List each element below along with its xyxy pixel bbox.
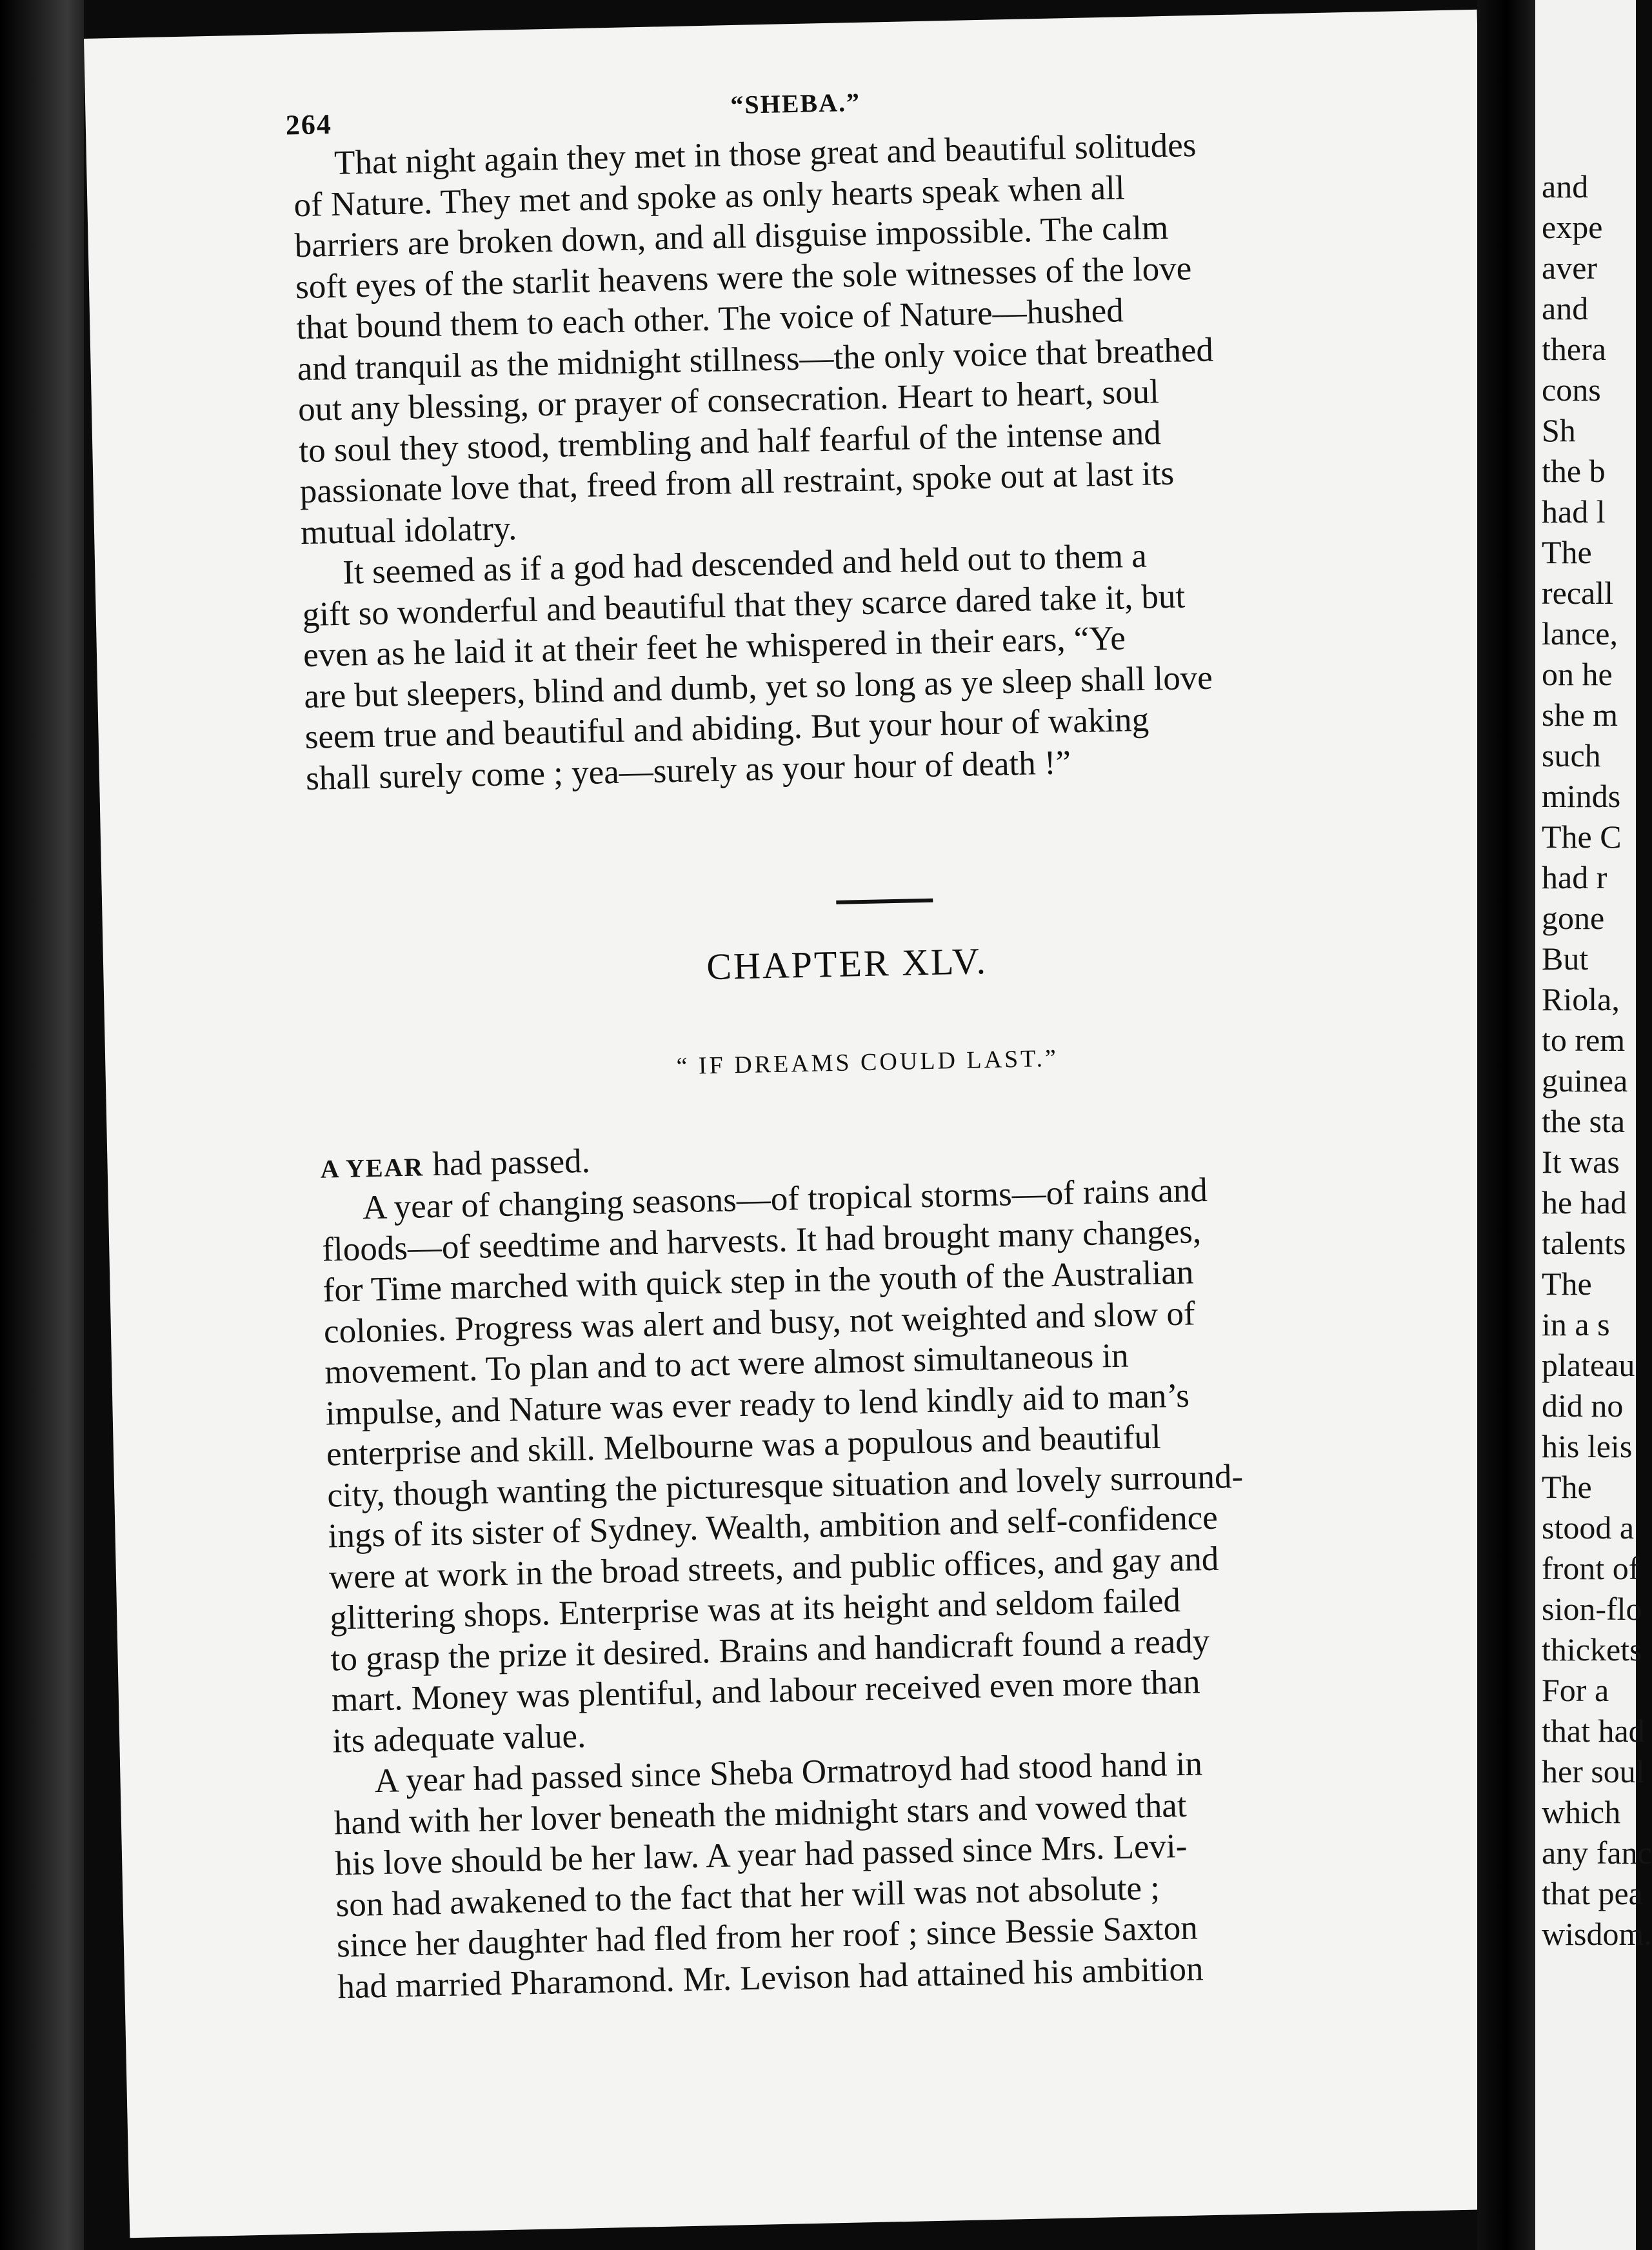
text-line: son had awakened to the fact that her will was not absolute ; [335,1869,1160,1924]
running-head: “SHEBA.” [730,87,861,120]
text-line: had r [1542,859,1607,895]
text-line: mutual idolatry. [300,509,517,552]
text-line: seem true and beautiful and abiding. But your hour of waking [304,701,1149,757]
text-line: he had [1542,1184,1627,1220]
text-line: aver [1542,250,1598,286]
text-line: that bound them to each other. The voice of Nature—hushed [295,292,1124,347]
top-paragraphs [292,125,1222,800]
opening-line [320,1141,590,1188]
text-line: hand with her lover beneath the midnight stars and vowed that [333,1786,1188,1842]
text-line: expe [1542,209,1603,245]
text-line: sion-flo [1542,1591,1642,1627]
text-line: passionate love that, freed from all restraint, spoke out at last its [299,454,1175,511]
text-line: were at work in the broad streets, and public offices, and gay and [328,1540,1219,1597]
text-line: It seemed as if a god had descended and held out to them a [342,537,1148,592]
bottom-paragraphs [321,1170,1253,2007]
right-page-fragments [1542,166,1652,1955]
text-line: the sta [1542,1103,1626,1139]
text-line: any fanc [1542,1835,1652,1871]
text-line: The [1542,534,1592,570]
text-line: gift so wonderful and beautiful that they scarce dared take it, but [302,577,1186,633]
text-line: But [1542,941,1589,977]
text-line: A year had passed since Sheba Ormatroyd had stood hand in [374,1745,1203,1800]
book-edge-left [0,0,84,2250]
text-line: city, though wanting the picturesque situation and lovely surround- [326,1457,1244,1515]
text-line: cons [1542,372,1601,408]
text-line: the b [1542,453,1606,489]
book-gutter [1477,0,1535,2250]
text-line: It was [1542,1144,1620,1180]
text-line: even as he laid it at their feet he whispered in their ears, “Ye [303,619,1126,675]
text-line: guinea [1542,1062,1628,1099]
text-line: his love should be her law. A year had passed since Mrs. Levi- [334,1827,1188,1883]
chapter-subtitle: “ IF DREAMS COULD LAST.” [676,1044,1059,1080]
text-line: are but sleepers, blind and dumb, yet so long as ye sleep shall love [303,659,1213,715]
text-line: minds [1542,778,1621,814]
text-line: gone [1542,900,1605,936]
text-line: to grasp the prize it desired. Brains and handicraft found a ready [330,1622,1210,1678]
text-line: barriers are broken down, and all disguise impossible. The calm [294,208,1169,265]
text-line: of Nature. They met and spoke as only hearts speak when all [293,168,1126,224]
chapter-title: CHAPTER XLV. [706,939,988,988]
text-line: for Time marched with quick step in the youth of the Australian [323,1253,1194,1309]
text-line: and [1542,168,1589,204]
text-line: his leis [1542,1428,1633,1464]
text-line: front of [1542,1550,1640,1586]
text-line: in a s [1542,1306,1610,1342]
text-line: impulse, and Nature was ever ready to lend kindly aid to man’s [325,1377,1190,1433]
text-line: The [1542,1469,1592,1505]
text-line: colonies. Progress was alert and busy, not weighted and slow of [323,1294,1196,1351]
text-line: had l [1542,493,1606,530]
text-line: movement. To plan and to act were almost simultaneous in [324,1337,1130,1391]
page-number: 264 [285,108,333,141]
text-line: A year of changing seasons—of tropical storms—of rains and [362,1171,1208,1227]
text-line: and [1542,290,1589,326]
text-line: did no [1542,1388,1624,1424]
text-line: she m [1542,697,1618,733]
text-line: wisdom. [1542,1916,1652,1952]
text-line: that had [1542,1713,1645,1749]
text-line: stood a [1542,1509,1635,1546]
text-line: to rem [1542,1022,1626,1058]
text-line: For a [1542,1672,1609,1708]
text-line: soft eyes of the starlit heavens were the sole witnesses of the love [295,249,1192,306]
text-line: which [1542,1794,1621,1830]
text-line: talents [1542,1225,1626,1261]
text-line: enterprise and skill. Melbourne was a populous and beautiful [326,1418,1162,1473]
opening-rest: had passed. [423,1142,591,1184]
text-line: out any blessing, or prayer of consecration. Heart to heart, soul [297,373,1160,429]
text-line: since her daughter had fled from her roof ; since Bessie Saxton [336,1909,1199,1965]
right-page-edge [1535,0,1652,2250]
text-line: Riola, [1542,981,1620,1017]
text-line: floods—of seedtime and harvests. It had brought many changes, [321,1212,1202,1269]
text-line: The [1542,1266,1592,1302]
section-rule [836,899,933,904]
text-line: had married Pharamond. Mr. Levison had attained his ambition [337,1949,1204,2006]
left-page [84,10,1523,2238]
text-line: That night again they met in those great and beautiful solitudes [333,126,1197,182]
text-line: thickets [1542,1631,1642,1668]
opening-smallcaps: A YEAR [320,1152,424,1184]
text-line: lance, [1542,615,1618,652]
text-line: ings of its sister of Sydney. Wealth, ambition and self-confidence [328,1498,1219,1555]
text-line: such [1542,737,1601,773]
text-line: her soul [1542,1753,1645,1789]
text-line: and tranquil as the midnight stillness—the only voice that breathed [297,330,1214,388]
text-line: recall [1542,575,1614,611]
text-line: shall surely come ; yea—surely as your hour of death !” [305,743,1071,797]
text-line: its adequate value. [332,1717,586,1760]
text-line: glittering shops. Enterprise was at its height and seldom failed [329,1581,1181,1637]
text-line: that pea [1542,1875,1643,1911]
text-line: mart. Money was plentiful, and labour received even more than [331,1663,1200,1719]
text-line: Sh [1542,412,1576,448]
text-line: on he [1542,656,1613,692]
text-line: plateau [1542,1347,1635,1383]
text-line: thera [1542,331,1606,367]
text-line: The C [1542,819,1622,855]
text-line: to soul they stood, trembling and half fearful of the intense and [298,413,1162,470]
